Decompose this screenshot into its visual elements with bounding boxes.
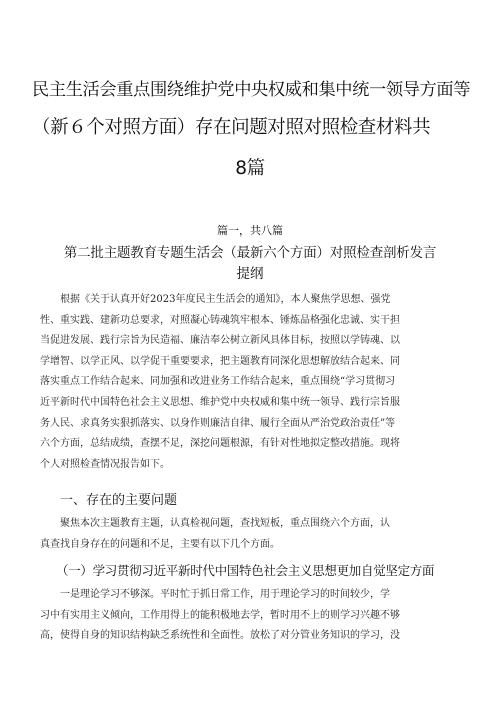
paragraph-line: 务人民、求真务实狠抓落实、以身作则廉洁自律、履行全面从严治党政治责任”等 <box>40 417 396 429</box>
point-paragraph <box>40 585 462 647</box>
document-title-line-3: 8篇 <box>235 158 265 179</box>
paragraph-line: 当促进发展、践行宗旨为民造福、廉洁奉公树立新风具体目标，按照以学铸魂、以 <box>40 335 400 347</box>
paragraph-line: 个人对照检查情况报告如下。 <box>40 458 170 470</box>
document-title-line-2: （新６个对照方面）存在问题对照对照检查材料共 <box>32 117 431 138</box>
paragraph-line: 六个方面，总结成绩，查摆不足，深挖问题根源，有针对性地拟定整改措施。现将 <box>40 438 400 450</box>
document-title-line-1: 民主生活会重点围绕维护党中央权威和集中统一领导方面等 <box>32 80 471 100</box>
intro-paragraph <box>40 290 462 475</box>
paragraph-line: 学增智、以学正风、以学促干重要要求，把主题教育同深化思想解放结合起来、同 <box>40 355 400 367</box>
section-heading: 一、存在的主要问题 <box>60 493 178 508</box>
paragraph-line: 近平新时代中国特色社会主义思想、维护党中央权威和集中统一领导、践行宗旨服 <box>40 396 400 408</box>
paragraph-line: 一是理论学习不够深。平时忙于抓日常工作，用于理论学习的时间较少，学 <box>60 589 390 600</box>
article-title-line-2: 提纲 <box>236 266 264 282</box>
paragraph-line: 根据《关于认真开好2023年度民主生活会的通知》，本人聚焦学思想、强党 <box>60 294 391 305</box>
paragraph-line: 聚焦本次主题教育主题，认真检视问题，查找短板，重点围绕六个方面，认 <box>60 518 390 529</box>
paragraph-line: 性、重实践、建新功总要求，对照凝心铸魂筑牢根本、锤炼品格强化忠诚、实干担 <box>40 314 400 326</box>
paragraph-line: 落实重点工作结合起来、同加强和改进业务工作结合起来，重点围绕“学习贯彻习 <box>40 376 396 388</box>
article-title-line-1: 第二批主题教育专题生活会（最新六个方面）对照检查剖析发言 <box>63 245 437 261</box>
point-heading: （一）学习贯彻习近平新时代中国特色社会主义思想更加自觉坚定方面 <box>56 563 435 578</box>
paragraph-line: 习中有实用主义倾向，工作用得上的能积极地去学，暂时用不上的则学习兴趣不够 <box>40 609 400 621</box>
paragraph-line: 高，使得自身的知识结构缺乏系统性和全面性。放松了对分管业务知识的学习，没 <box>40 630 400 642</box>
section-paragraph <box>40 514 462 555</box>
article-number: 篇一，共八篇 <box>217 224 283 237</box>
paragraph-line: 真查找自身存在的问题和不足，主要有以下几个方面。 <box>40 538 280 550</box>
